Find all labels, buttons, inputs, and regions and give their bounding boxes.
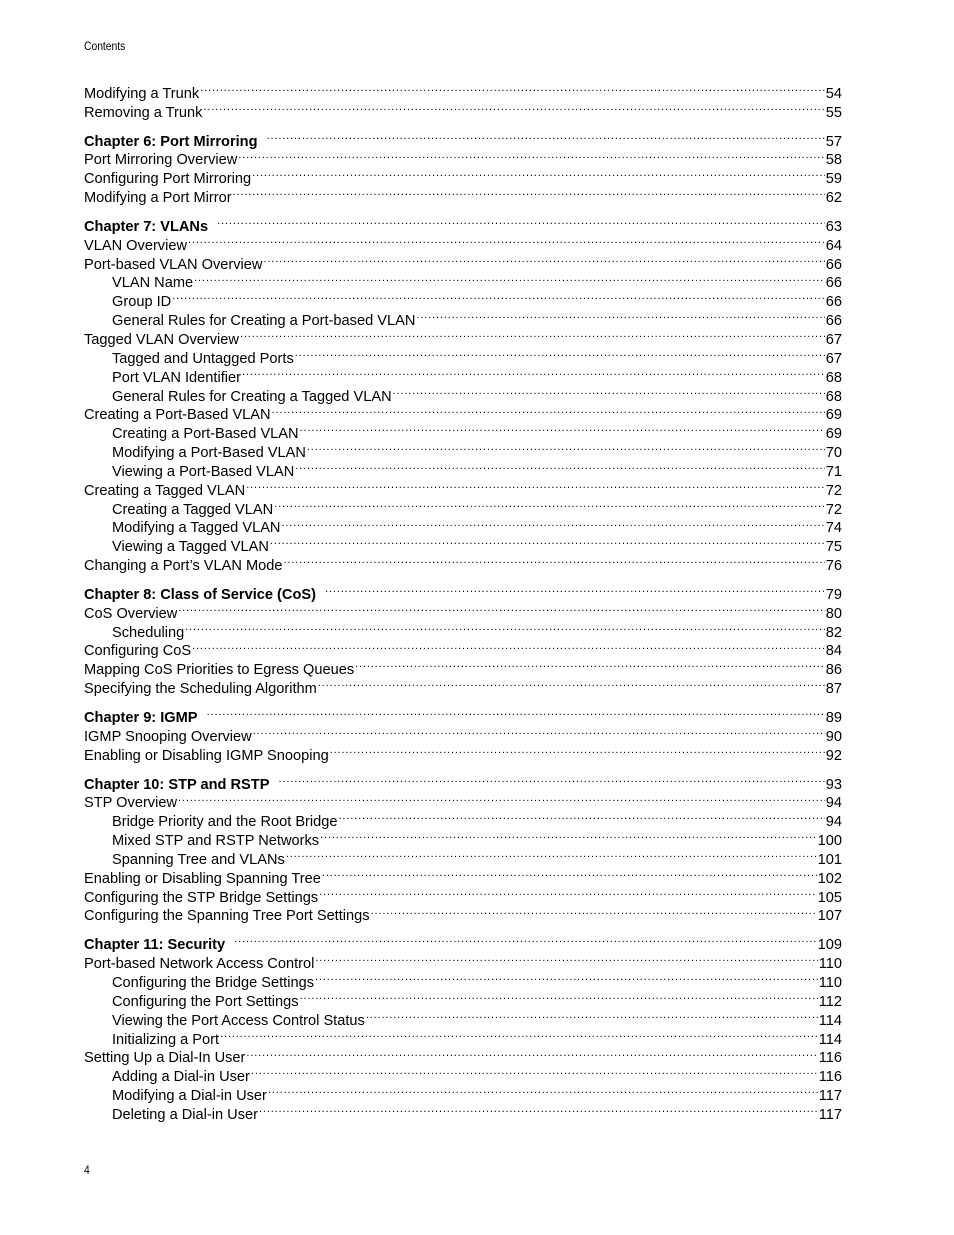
dot-leader — [240, 325, 825, 344]
running-header: Contents — [84, 39, 126, 53]
toc-section — [84, 580, 842, 698]
toc-entry-page: 71 — [825, 463, 842, 480]
toc-entry-title: Chapter 7: VLANs — [84, 218, 209, 235]
toc-entry-page: 66 — [825, 313, 842, 330]
dot-leader — [242, 363, 825, 382]
dot-leader — [279, 770, 825, 789]
dot-leader — [319, 883, 816, 902]
toc-entry-title: General Rules for Creating a Tagged VLAN — [112, 388, 392, 405]
toc-entry-title: General Rules for Creating a Port-based VLAN — [112, 313, 416, 330]
toc-entry-page: 110 — [818, 974, 842, 991]
toc-entry[interactable] — [84, 250, 842, 273]
toc-entry-page: 101 — [817, 851, 842, 868]
toc-entry-title: Chapter 6: Port Mirroring — [84, 133, 258, 150]
toc-entry-page: 57 — [825, 133, 842, 150]
toc-entry-page: 59 — [825, 171, 842, 188]
dot-leader — [322, 864, 817, 883]
toc-section — [84, 770, 842, 925]
toc-entry-title: Modifying a Port Mirror — [84, 190, 232, 207]
toc-entry-title: Port-based Network Access Control — [84, 956, 315, 973]
toc-entry-page: 79 — [825, 586, 842, 603]
dot-leader — [393, 382, 825, 401]
dot-leader — [307, 438, 825, 457]
toc-entry-title: Port Mirroring Overview — [84, 152, 238, 169]
toc-entry-page: 67 — [825, 350, 842, 367]
dot-leader — [246, 476, 825, 495]
toc-entry-title: Modifying a Port-Based VLAN — [112, 445, 306, 462]
toc-entry-title: Spanning Tree and VLANs — [112, 851, 285, 868]
dot-leader — [178, 789, 825, 808]
toc-entry[interactable] — [84, 287, 842, 311]
toc-entry-title: Modifying a Dial-in User — [112, 1088, 267, 1105]
dot-leader — [259, 1100, 818, 1119]
toc-entry-title: Configuring the STP Bridge Settings — [84, 889, 319, 906]
toc-entry-page: 54 — [825, 85, 842, 102]
toc-entry-page: 64 — [825, 237, 842, 254]
dot-leader — [203, 98, 824, 117]
toc-entry-title: Creating a Port-Based VLAN — [84, 407, 271, 424]
toc-entry-title: Scheduling — [112, 624, 185, 641]
toc-entry-title: Mapping CoS Priorities to Egress Queues — [84, 662, 355, 679]
toc-entry-title: Configuring the Bridge Settings — [112, 974, 315, 991]
dot-leader — [234, 930, 816, 949]
toc-entry-page: 84 — [825, 643, 842, 660]
toc-chapter-entry[interactable] — [84, 580, 842, 603]
toc-entry-page: 110 — [818, 956, 842, 973]
toc-entry-page: 62 — [825, 190, 842, 207]
toc-entry-page: 89 — [825, 710, 842, 726]
toc-entry-page: 92 — [825, 747, 842, 764]
toc-entry-page: 102 — [817, 870, 842, 887]
toc-entry-title: Modifying a Tagged VLAN — [112, 520, 281, 537]
dot-leader — [251, 1062, 818, 1081]
toc-entry-title: Mixed STP and RSTP Networks — [112, 833, 320, 850]
toc-entry-page: 68 — [825, 388, 842, 405]
toc-entry-page: 67 — [825, 331, 842, 348]
toc-entry-page: 66 — [825, 256, 842, 273]
dot-leader — [253, 722, 825, 741]
toc-entry-page: 63 — [825, 218, 842, 235]
dot-leader — [300, 987, 818, 1006]
toc-entry-page: 69 — [825, 426, 842, 443]
toc-entry[interactable] — [84, 807, 842, 831]
dot-leader — [272, 401, 825, 420]
toc-entry-title: VLAN Overview — [84, 237, 187, 254]
toc-entry-title: Creating a Port-Based VLAN — [112, 426, 299, 443]
toc-entry-page: 76 — [825, 558, 842, 575]
page-number: 4 — [84, 1163, 90, 1177]
toc-entry-title: Changing a Port’s VLAN Mode — [84, 558, 283, 575]
toc-entry[interactable] — [84, 618, 842, 641]
toc-entry-page: 105 — [817, 889, 842, 906]
toc-entry[interactable] — [84, 599, 842, 622]
toc-entry-title: Removing a Trunk — [84, 104, 203, 121]
toc-chapter-entry[interactable] — [84, 212, 842, 235]
toc-entry-title: Initializing a Port — [112, 1031, 220, 1048]
dot-leader — [172, 287, 825, 306]
toc-entry-page: 70 — [825, 445, 842, 462]
toc-entry-page: 114 — [818, 1031, 842, 1048]
toc-entry-title: Chapter 11: Security — [84, 937, 226, 954]
toc-entry-title: Viewing a Port-Based VLAN — [112, 463, 295, 480]
toc-entry-title: Configuring the Port Settings — [112, 993, 299, 1010]
toc-entry-page: 94 — [825, 814, 842, 831]
toc-entry-page: 112 — [818, 993, 842, 1010]
dot-leader — [300, 419, 825, 438]
dot-leader — [178, 599, 825, 618]
toc-entry-title: Tagged and Untagged Ports — [112, 350, 294, 367]
dot-leader — [238, 146, 825, 165]
toc-entry-title: Tagged VLAN Overview — [84, 331, 239, 348]
dot-leader — [194, 269, 825, 288]
toc-entry-page: 69 — [825, 407, 842, 424]
toc-entry-title: Setting Up a Dial-In User — [84, 1050, 246, 1067]
toc-entry-title: Configuring CoS — [84, 643, 192, 660]
toc-entry-page: 82 — [825, 624, 842, 641]
dot-leader — [220, 1025, 818, 1044]
toc-entry-page: 80 — [825, 605, 842, 622]
dot-leader — [274, 495, 825, 514]
toc-entry-page: 68 — [825, 369, 842, 386]
toc-entry-page: 90 — [825, 728, 842, 745]
dot-leader — [366, 1006, 818, 1025]
toc-entry[interactable] — [84, 306, 842, 330]
dot-leader — [267, 127, 825, 146]
toc-entry-title: Chapter 9: IGMP — [84, 710, 198, 726]
toc-entry-title: Viewing a Tagged VLAN — [112, 539, 269, 556]
toc-entry-page: 66 — [825, 294, 842, 311]
toc-entry-page: 86 — [825, 662, 842, 679]
toc-entry[interactable] — [84, 655, 842, 679]
toc-entry-title: CoS Overview — [84, 605, 178, 622]
toc-entry-title: Viewing the Port Access Control Status — [112, 1012, 365, 1029]
table-of-contents — [84, 79, 842, 1129]
toc-entry-page: 93 — [825, 776, 842, 793]
toc-entry-page: 109 — [817, 937, 842, 954]
dot-leader — [281, 514, 824, 533]
toc-entry-title: Enabling or Disabling Spanning Tree — [84, 870, 321, 887]
toc-entry-page: 94 — [825, 795, 842, 812]
dot-leader — [252, 164, 825, 183]
dot-leader — [330, 741, 825, 760]
toc-entry-title: Creating a Tagged VLAN — [84, 482, 246, 499]
toc-entry-title: Modifying a Trunk — [84, 85, 200, 102]
toc-section — [84, 79, 842, 121]
toc-entry-title: Bridge Priority and the Root Bridge — [112, 814, 338, 831]
toc-entry-title: Chapter 10: STP and RSTP — [84, 776, 270, 793]
dot-leader — [295, 457, 825, 476]
toc-entry-page: 72 — [825, 482, 842, 499]
toc-chapter-entry[interactable] — [84, 127, 842, 150]
toc-entry-title: Port-based VLAN Overview — [84, 256, 263, 273]
dot-leader — [416, 306, 824, 325]
toc-entry-page: 117 — [818, 1088, 842, 1105]
toc-entry[interactable] — [84, 79, 842, 102]
dot-leader — [315, 949, 817, 968]
toc-entry-title: Group ID — [112, 294, 172, 311]
dot-leader — [295, 344, 825, 363]
dot-leader — [286, 845, 817, 864]
toc-entry-page: 74 — [825, 520, 842, 537]
dot-leader — [283, 551, 824, 570]
toc-entry-page: 116 — [818, 1069, 842, 1086]
toc-entry-page: 72 — [825, 501, 842, 518]
toc-chapter-entry[interactable] — [84, 770, 842, 793]
toc-entry-title: Configuring Port Mirroring — [84, 171, 252, 188]
dot-leader — [270, 532, 825, 551]
toc-entry-title: IGMP Snooping Overview — [84, 728, 252, 745]
toc-entry-title: STP Overview — [84, 795, 177, 812]
dot-leader — [207, 703, 825, 722]
dot-leader — [318, 674, 825, 693]
toc-entry-page: 107 — [817, 908, 842, 925]
toc-entry-title: Adding a Dial-in User — [112, 1069, 250, 1086]
toc-section — [84, 212, 842, 575]
toc-chapter-entry[interactable] — [84, 703, 842, 726]
toc-entry-page: 75 — [825, 539, 842, 556]
dot-leader — [315, 968, 818, 987]
dot-leader — [268, 1081, 818, 1100]
dot-leader — [188, 231, 825, 250]
dot-leader — [263, 250, 824, 269]
toc-entry-page: 100 — [817, 833, 842, 850]
dot-leader — [185, 618, 825, 637]
dot-leader — [192, 637, 825, 656]
toc-entry-title: Deleting a Dial-in User — [112, 1106, 258, 1123]
toc-entry-page: 114 — [818, 1012, 842, 1029]
toc-entry-title: Specifying the Scheduling Algorithm — [84, 681, 317, 698]
toc-entry-page: 116 — [818, 1050, 842, 1067]
toc-entry[interactable] — [84, 637, 842, 660]
toc-section — [84, 127, 842, 207]
toc-entry[interactable] — [84, 789, 842, 812]
dot-leader — [320, 826, 817, 845]
dot-leader — [246, 1044, 817, 1063]
toc-chapter-entry[interactable] — [84, 930, 842, 954]
toc-entry[interactable] — [84, 269, 842, 292]
toc-entry-title: Creating a Tagged VLAN — [112, 501, 274, 518]
toc-section — [84, 930, 842, 1123]
dot-leader — [233, 183, 825, 202]
dot-leader — [325, 580, 825, 599]
dot-leader — [200, 79, 825, 98]
toc-entry-page: 55 — [825, 104, 842, 121]
toc-entry-page: 58 — [825, 152, 842, 169]
toc-entry-page: 87 — [825, 681, 842, 698]
dot-leader — [355, 655, 825, 674]
toc-entry[interactable] — [84, 231, 842, 254]
toc-entry-title: Chapter 8: Class of Service (CoS) — [84, 586, 316, 603]
toc-entry-title: Port VLAN Identifier — [112, 369, 241, 386]
toc-entry-title: Configuring the Spanning Tree Port Settings — [84, 908, 370, 925]
toc-entry-page: 117 — [818, 1106, 842, 1123]
toc-section — [84, 703, 842, 764]
dot-leader — [217, 212, 825, 231]
dot-leader — [339, 807, 825, 826]
dot-leader — [371, 902, 817, 921]
toc-entry-title: Enabling or Disabling IGMP Snooping — [84, 747, 329, 764]
toc-entry-page: 66 — [825, 275, 842, 292]
toc-entry-title: VLAN Name — [112, 275, 194, 292]
